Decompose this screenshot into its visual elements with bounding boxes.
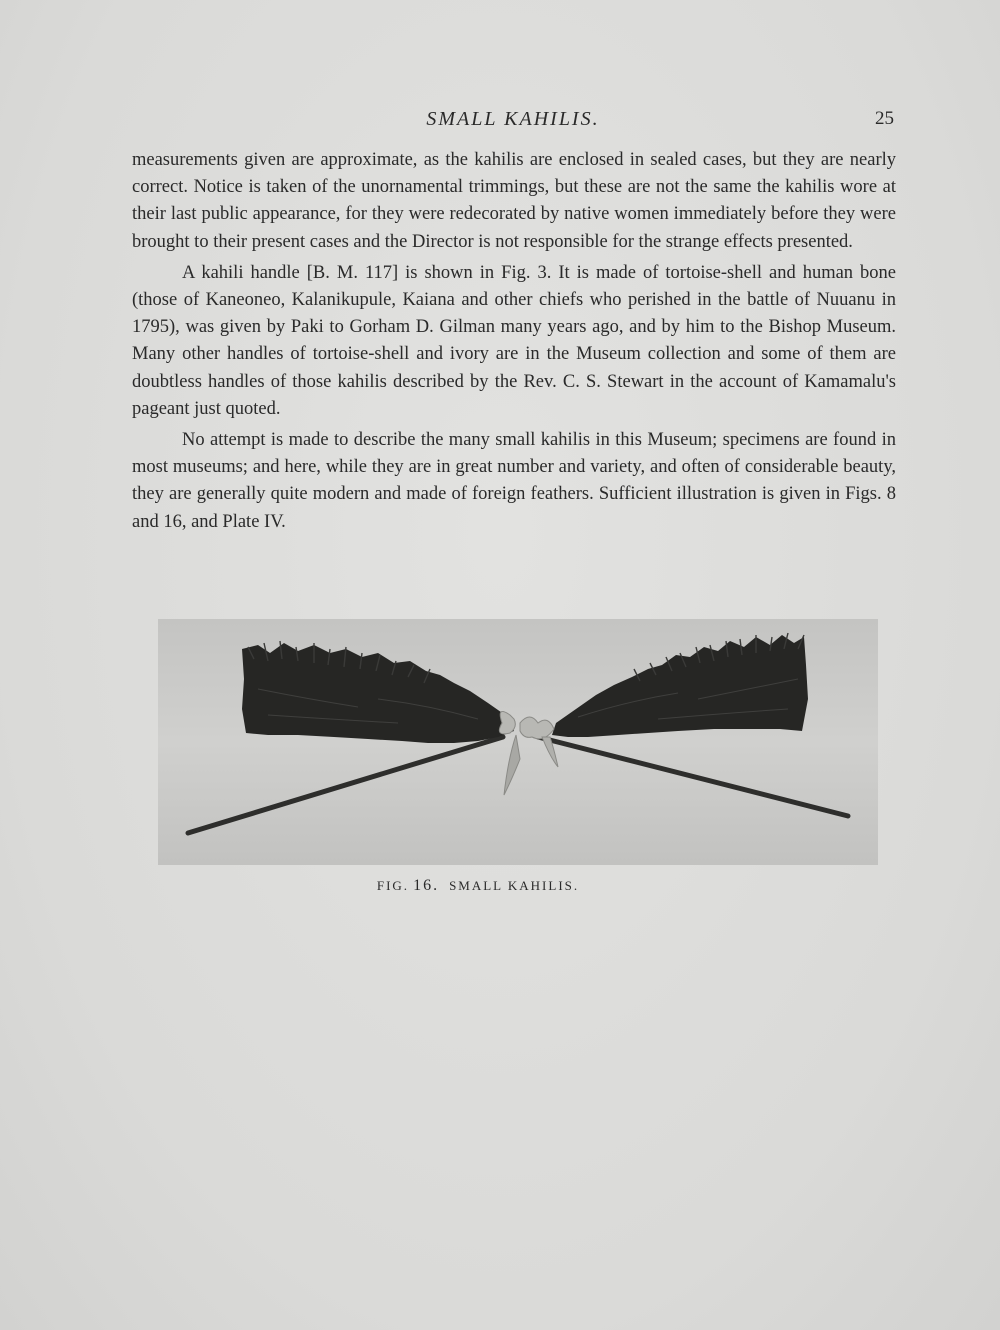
figure-number: 16. (413, 877, 440, 894)
paragraph-continued: measurements given are approximate, as the kahilis are enclosed in sealed cases, but they are nearly correct. Notice is taken of the unornamental trimmings, but these are not the same the kahilis wore at their last public appearance, for they were redecorated by native women immediately before they were brought to their present cases and the Director is not responsible for the strange effects presented. (132, 150, 896, 252)
body-text (132, 147, 896, 536)
paragraph-kahili-handle: A kahili handle [B. M. 117] is shown in Fig. 3. It is made of tortoise-shell and human bone (those of Kaneoneo, Kalanikupule, Kaiana and other chiefs who perished in the battle of Nuuanu in 1795), was given by Paki to Gorham D. Gilman many years ago, and by him to the Bishop Museum. Many other handles of tortoise-shell and ivory are in the Museum collection and some of them are doubtless handles of those kahilis described by the Rev. C. S. Stewart in the account of Kamamalu's pageant just quoted. (132, 262, 896, 419)
caption-text: SMALL KAHILIS. (449, 878, 580, 893)
caption-prefix: FIG. (376, 878, 410, 893)
kahilis-photo-illustration (158, 619, 878, 865)
page-number: 25 (875, 108, 894, 129)
figure-photo-small-kahilis (158, 619, 878, 865)
figure-caption (158, 877, 798, 895)
paragraph-small-kahilis: No attempt is made to describe the many small kahilis in this Museum; specimens are found in most museums; and here, while they are in great number and variety, and often of considerable beauty, they are generally quite modern and made of foreign feathers. Sufficient illustration is given in Figs. 8 and 16, and Plate IV. (132, 430, 896, 532)
running-head (132, 108, 894, 134)
page-title: SMALL KAHILIS. (426, 108, 600, 130)
